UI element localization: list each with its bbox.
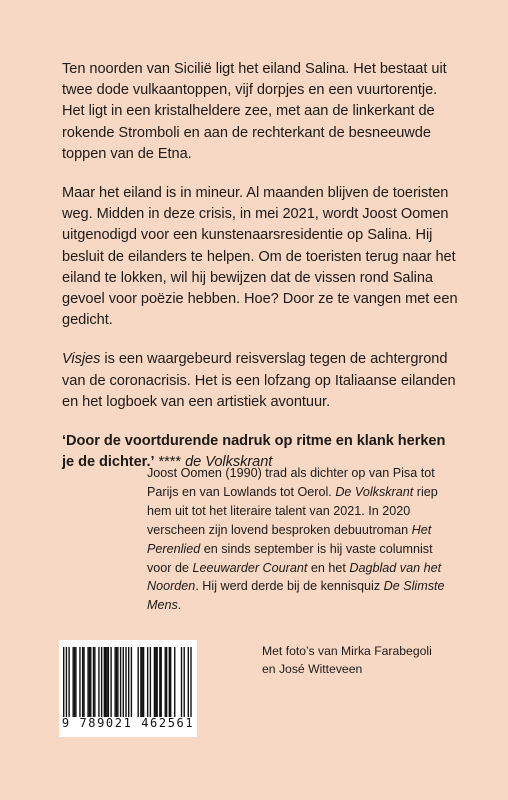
barcode-bar xyxy=(143,647,144,717)
photo-credits-line-2: en José Witteveen xyxy=(262,662,363,677)
bio-text-6: . xyxy=(177,598,182,613)
barcode-bar xyxy=(161,647,162,717)
barcode-bar xyxy=(105,647,106,717)
barcode-bar xyxy=(137,647,138,717)
bio-text-1: Joost Oomen (1990) trad als dichter op van Pisa tot Parijs en van Lowlands tot Oerol. xyxy=(147,466,435,499)
barcode-bar xyxy=(87,647,88,717)
bio-italic-5: De Slimste Mens xyxy=(147,579,445,613)
bio-text-2: riep hem uit tot het literaire talent van 2021. In 2020 verscheen zijn lovend besproken debuutroman xyxy=(147,484,438,537)
barcode-bar xyxy=(116,647,117,717)
barcode-bar xyxy=(155,647,156,717)
quote-rating: **** xyxy=(154,454,186,471)
bio-text-3: en sinds september is hij vaste columnist voor de xyxy=(147,541,433,575)
barcode-bar xyxy=(74,647,75,717)
barcode-bar xyxy=(104,647,105,717)
barcode-bar xyxy=(142,647,143,717)
barcode-bar xyxy=(154,647,155,717)
barcode-bar xyxy=(150,647,151,717)
barcode-bar xyxy=(94,647,95,717)
blurb xyxy=(62,59,460,491)
blurb-paragraph-3 xyxy=(62,349,460,413)
quote-source: de Volkskrant xyxy=(185,454,273,471)
blurb-paragraph-1: Ten noorden van Sicilië ligt het eiland Salina. Het bestaat uit twee dode vulkaantoppen, vijf dorpjes en een vuurtorentje. Het ligt in een kristalheldere zee, met aan de linkerkant de rokende Stromboli en aan de rechterkant de besneeuwde toppen van de Etna. xyxy=(62,61,447,162)
barcode-bar xyxy=(90,647,91,717)
bio-text-4: en het xyxy=(307,560,350,575)
barcode-digits: 9 789021 462561 xyxy=(61,716,195,730)
photo-credits xyxy=(262,642,472,678)
barcode-bar xyxy=(159,647,160,717)
barcode-bar xyxy=(166,647,167,717)
barcode-bar xyxy=(140,647,141,717)
barcode-bar xyxy=(174,647,175,717)
barcode-bar xyxy=(68,647,69,717)
book-title: Visjes xyxy=(62,351,101,368)
barcode-bar xyxy=(117,647,118,717)
bio-text-5: . Hij werd derde bij de kennisquiz xyxy=(195,579,384,594)
barcode-bar xyxy=(93,647,94,717)
barcode-bar xyxy=(128,647,129,717)
barcode-bar xyxy=(110,647,111,717)
barcode-bar xyxy=(83,647,84,717)
bio-italic-1: De Volkskrant xyxy=(335,484,414,499)
author-bio-text xyxy=(147,464,447,615)
photo-credits-line-1: Met foto’s van Mirka Farabegoli xyxy=(262,644,432,658)
barcode-bar xyxy=(125,647,126,717)
barcode-bar xyxy=(106,647,107,717)
barcode xyxy=(59,640,197,737)
barcode-bar xyxy=(147,647,148,717)
author-bio xyxy=(147,464,447,615)
blurb-paragraph-2: Maar het eiland is in mineur. Al maanden blijven de toeristen weg. Midden in deze crisis, in mei 2021, wordt Joost Oomen uitgenodigd voor een kunstenaarsresidentie op Salina. Hij besluit de eilanders te helpen. Om de toeristen terug naar het eiland te lokken, wil hij bewijzen dat de vissen rond Salina gevoel voor poëzie hebben. Hoe? Door ze te vangen met een gedicht. xyxy=(62,185,458,329)
barcode-bar xyxy=(120,647,121,717)
barcode-bar xyxy=(131,647,132,717)
blurb-paragraph-3-text: is een waargebeurd reisverslag tegen de achtergrond van de coronacrisis. Het is een lofzang op Italiaanse eilanden en het logboek van een artistiek avontuur. xyxy=(62,351,456,410)
quote-text: ‘Door de voortdurende nadruk op ritme en klank herken je de dichter.’ xyxy=(62,433,446,471)
barcode-bar xyxy=(108,647,109,717)
bio-italic-2: Het Perenlied xyxy=(147,522,432,556)
barcode-bar xyxy=(181,647,182,717)
barcode-bar xyxy=(82,647,83,717)
barcode-bar xyxy=(66,647,67,717)
barcode-bar xyxy=(184,647,185,717)
barcode-bar xyxy=(169,647,170,717)
barcode-bar xyxy=(89,647,90,717)
barcode-bar xyxy=(75,647,76,717)
barcode-bar xyxy=(188,647,189,717)
barcode-bar xyxy=(79,647,80,717)
barcode-bar xyxy=(190,647,191,717)
barcode-bar xyxy=(63,647,64,717)
barcode-bar xyxy=(170,647,171,717)
barcode-bar xyxy=(98,647,99,717)
barcode-bars xyxy=(63,647,193,717)
barcode-bar xyxy=(165,647,166,717)
barcode-bar xyxy=(72,647,73,717)
barcode-bar xyxy=(156,647,157,717)
bio-italic-4: Dagblad van het Noorden xyxy=(147,560,442,594)
barcode-bar xyxy=(114,647,115,717)
barcode-bar xyxy=(101,647,102,717)
bio-italic-3: Leeuwarder Courant xyxy=(192,560,308,575)
barcode-bar xyxy=(123,647,124,717)
